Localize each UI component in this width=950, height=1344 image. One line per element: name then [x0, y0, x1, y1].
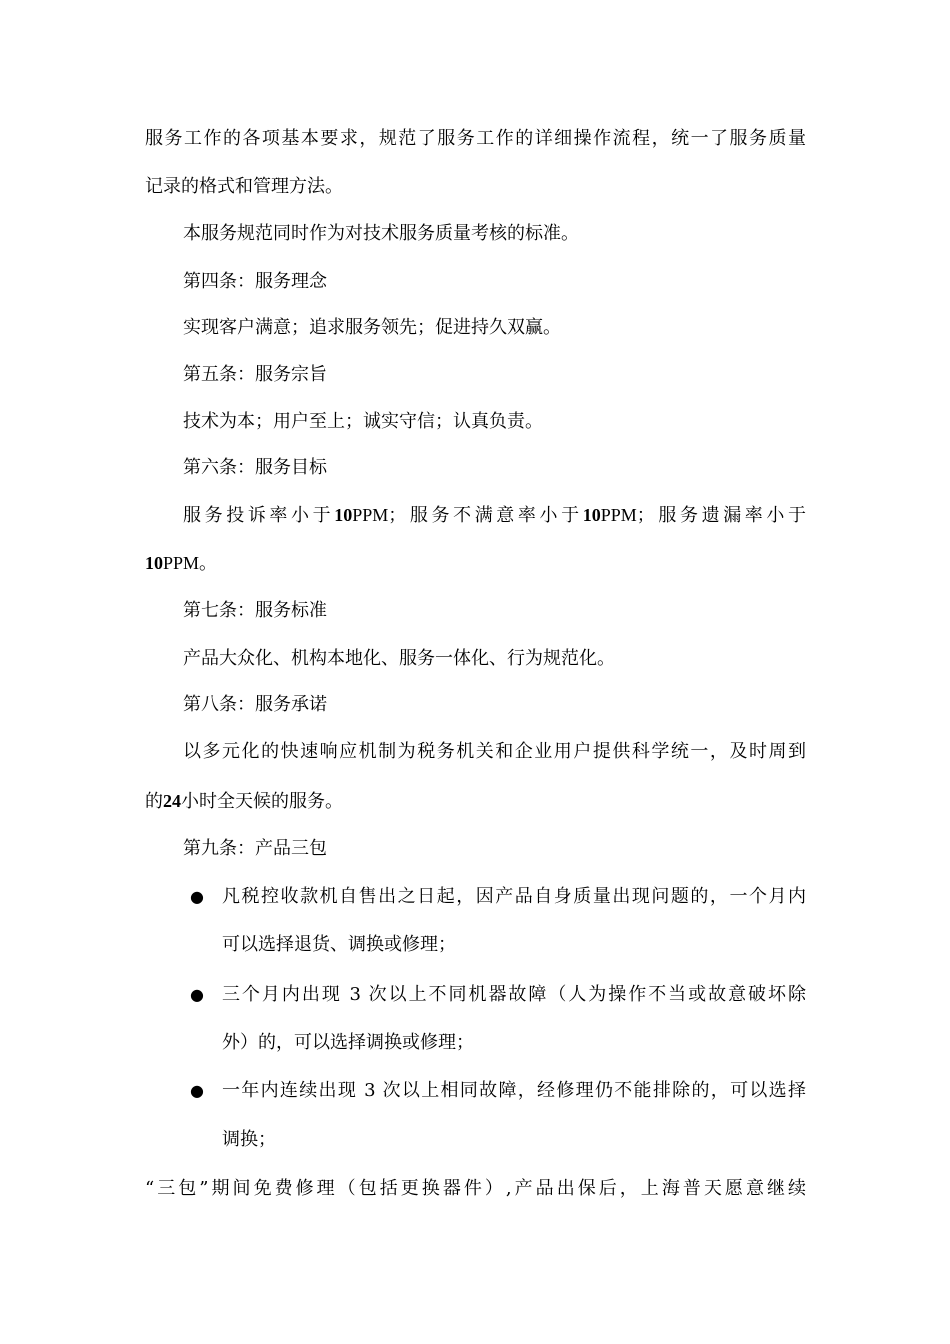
- article-4-body: 实现客户满意；追求服务领先；促进持久双赢。: [183, 317, 561, 338]
- paragraph: 本服务规范同时作为对技术服务质量考核的标准。: [183, 223, 579, 244]
- bullet-icon: ●: [190, 985, 204, 1004]
- article-5-title: 第五条：服务宗旨: [183, 364, 327, 385]
- number-value: 10: [145, 553, 163, 573]
- bullet-icon: ●: [190, 887, 204, 906]
- number-value: 10: [582, 505, 601, 525]
- article-7-title: 第七条：服务标准: [183, 600, 327, 621]
- article-9-title: 第九条：产品三包: [183, 838, 327, 859]
- article-5-body: 技术为本；用户至上；诚实守信；认真负责。: [183, 411, 543, 432]
- bullet-item-line: 凡税控收款机自售出之日起，因产品自身质量出现问题的，一个月内: [222, 886, 806, 907]
- article-8-body-line: 以多元化的快速响应机制为税务机关和企业用户提供科学统一，及时周到: [183, 741, 806, 762]
- number-value: 10: [334, 505, 353, 525]
- unit-text: PPM: [600, 505, 637, 525]
- bullet-item-line: 调换；: [222, 1129, 276, 1150]
- unit-text: PPM: [352, 505, 389, 525]
- bullet-icon: ●: [190, 1081, 204, 1100]
- article-8-title: 第八条：服务承诺: [183, 694, 327, 715]
- text-segment: ；服务不满意率小于: [388, 505, 583, 526]
- unit-text: PPM: [163, 553, 200, 573]
- bullet-item-line: 三个月内出现 3 次以上不同机器故障（人为操作不当或故意破坏除: [222, 984, 806, 1005]
- text-segment: 小时全天候的服务。: [181, 791, 343, 812]
- number-value: 24: [163, 791, 181, 811]
- paragraph-line: “三包”期间免费修理（包括更换器件）,产品出保后，上海普天愿意继续: [145, 1178, 806, 1199]
- article-6-title: 第六条：服务目标: [183, 457, 327, 478]
- text-segment: 服务投诉率小于: [183, 505, 335, 526]
- text-segment: ；服务遗漏率小于: [636, 505, 807, 526]
- article-4-title: 第四条：服务理念: [183, 271, 327, 292]
- article-6-body-line: [183, 500, 806, 530]
- paragraph-line: 记录的格式和管理方法。: [145, 176, 343, 197]
- bullet-item-line: 可以选择退货、调换或修理；: [222, 934, 456, 955]
- text-segment: 。: [199, 553, 218, 574]
- article-6-body-line: [145, 548, 806, 578]
- article-7-body: 产品大众化、机构本地化、服务一体化、行为规范化。: [183, 648, 615, 669]
- article-8-body-line: [145, 786, 806, 816]
- bullet-item-line: 一年内连续出现 3 次以上相同故障，经修理仍不能排除的，可以选择: [222, 1080, 806, 1101]
- paragraph-line: 服务工作的各项基本要求，规范了服务工作的详细操作流程，统一了服务质量: [145, 128, 806, 149]
- bullet-item-line: 外）的，可以选择调换或修理；: [222, 1032, 474, 1053]
- text-segment: 的: [145, 791, 163, 812]
